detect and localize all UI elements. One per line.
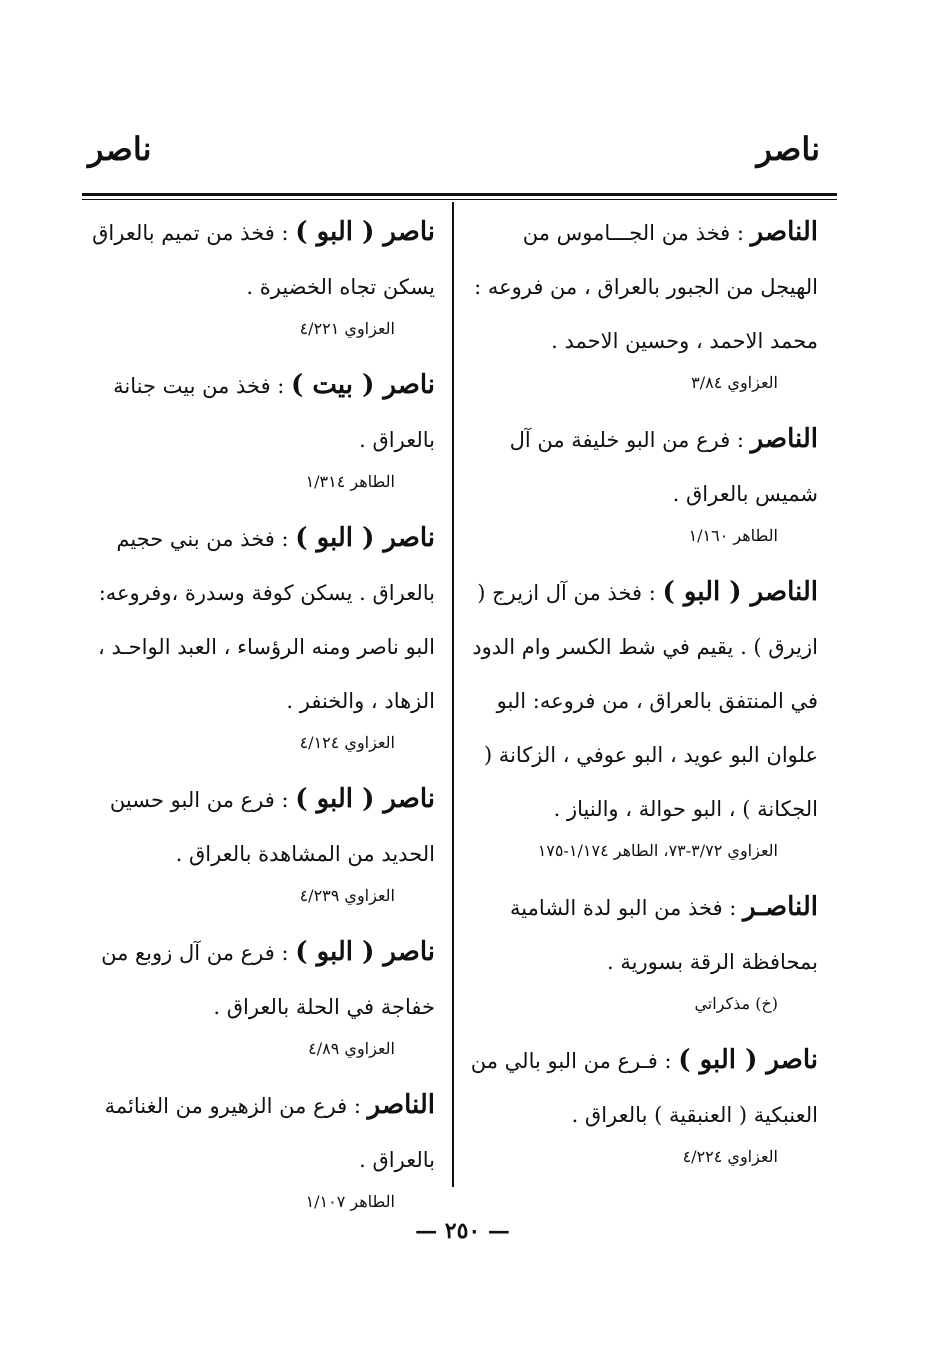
entry-headword: الناصر xyxy=(367,1090,435,1120)
entry-text xyxy=(85,772,435,881)
entry xyxy=(85,925,435,1060)
entry-body: : فخذ من تميم بالعراق يسكن تجاه الخضيرة . xyxy=(92,221,435,299)
running-head-right: ناصر xyxy=(756,130,820,168)
entry-body: : فرع من آل زوبع من خفاجة في الحلة بالعراق . xyxy=(101,941,435,1019)
entry-headword: ناصر ( البو ) xyxy=(295,523,435,553)
entry-text xyxy=(468,880,818,989)
entry xyxy=(468,205,818,394)
entry-text xyxy=(468,205,818,368)
entry-reference: العزاوي ٣/٧٢-٧٣، الطاهر ١/١٧٤-١٧٥ xyxy=(537,841,778,860)
header-rule-thin xyxy=(82,199,837,200)
entry xyxy=(85,358,435,493)
entry xyxy=(468,412,818,547)
entry-body: : فـرع من البو بالي من العنبكية ( العنبقية ) بالعراق . xyxy=(470,1049,818,1127)
entry-headword: الناصر xyxy=(750,424,818,454)
entry-reference: العزاوي ٤/٢٢٤ xyxy=(682,1147,778,1166)
entry-text xyxy=(85,205,435,314)
entry xyxy=(85,772,435,907)
entry-reference: الطاهر ١/٣١٤ xyxy=(305,472,395,491)
entry xyxy=(468,565,818,862)
entry-body: : فخذ من بني حجيم بالعراق . يسكن كوفة وسدرة ،وفروعه: البو ناصر ومنه الرؤساء ، العبد الواحـد ، الزهاد ، والخنفر . xyxy=(98,527,435,713)
entry xyxy=(85,511,435,754)
entry-reference: العزاوي ٤/١٢٤ xyxy=(299,733,395,752)
entry-headword: ناصر ( البو ) xyxy=(295,217,435,247)
entry-reference: العزاوي ٤/٢٣٩ xyxy=(299,886,395,905)
header-rule-thick xyxy=(82,193,837,196)
entry-headword: ناصر ( البو ) xyxy=(678,1045,818,1075)
entry xyxy=(85,205,435,340)
page-number: — ٢٥٠ — xyxy=(415,1218,510,1244)
entry-headword: ناصر ( البو ) xyxy=(295,937,435,967)
entry-reference: (خ) مذكراتي xyxy=(694,994,778,1013)
entry-text xyxy=(468,412,818,521)
entry-body: : فخذ من البو لدة الشامية بمحافظة الرقة بسورية . xyxy=(510,896,818,974)
entry-body: : فخذ من بيت جنانة بالعراق . xyxy=(113,374,435,452)
running-head-left: ناصر xyxy=(88,130,152,168)
entry-body: : فرع من البو خليفة من آل شميس بالعراق . xyxy=(509,428,818,506)
entry xyxy=(85,1078,435,1213)
entry-text xyxy=(468,565,818,836)
entry-body: : فخذ من الجـــاموس من الهيجل من الجبور بالعراق ، من فروعه : محمد الاحمد ، وحسين الاحمد . xyxy=(474,221,818,353)
entry-reference: الطاهر ١/١٠٧ xyxy=(305,1192,395,1211)
entry-headword: ناصر ( بيت ) xyxy=(291,370,435,400)
entry-text xyxy=(85,511,435,728)
right-column xyxy=(468,205,818,1186)
entry xyxy=(468,1033,818,1168)
entry-reference: العزاوي ٣/٨٤ xyxy=(691,373,778,392)
entry-reference: الطاهر ١/١٦٠ xyxy=(688,526,778,545)
entry-headword: الناصر ( البو ) xyxy=(662,577,818,607)
entry-text xyxy=(468,1033,818,1142)
entry-headword: ناصر ( البو ) xyxy=(295,784,435,814)
entry xyxy=(468,880,818,1015)
entry-body: : فخذ من آل ازيرج ( ازيرق ) . يقيم في شط الكسر وام الدود في المنتفق بالعراق ، من فروعه: البو علوان البو عويد ، البو عوفي ، الزكانة ( الجكانة ) ، البو حوالة ، والنياز . xyxy=(472,581,818,821)
entry-text xyxy=(85,925,435,1034)
entry-body: : فرع من البو حسين الحديد من المشاهدة بالعراق . xyxy=(109,788,435,866)
entry-reference: العزاوي ٤/٨٩ xyxy=(308,1039,395,1058)
entry-text xyxy=(85,1078,435,1187)
entry-body: : فرع من الزهيرو من الغنائمة بالعراق . xyxy=(104,1094,435,1172)
column-divider xyxy=(452,202,454,1187)
entry-text xyxy=(85,358,435,467)
left-column xyxy=(85,205,435,1231)
entry-reference: العزاوي ٤/٢٢١ xyxy=(299,319,395,338)
entry-headword: الناصـر xyxy=(743,892,818,922)
entry-headword: الناصر xyxy=(750,217,818,247)
